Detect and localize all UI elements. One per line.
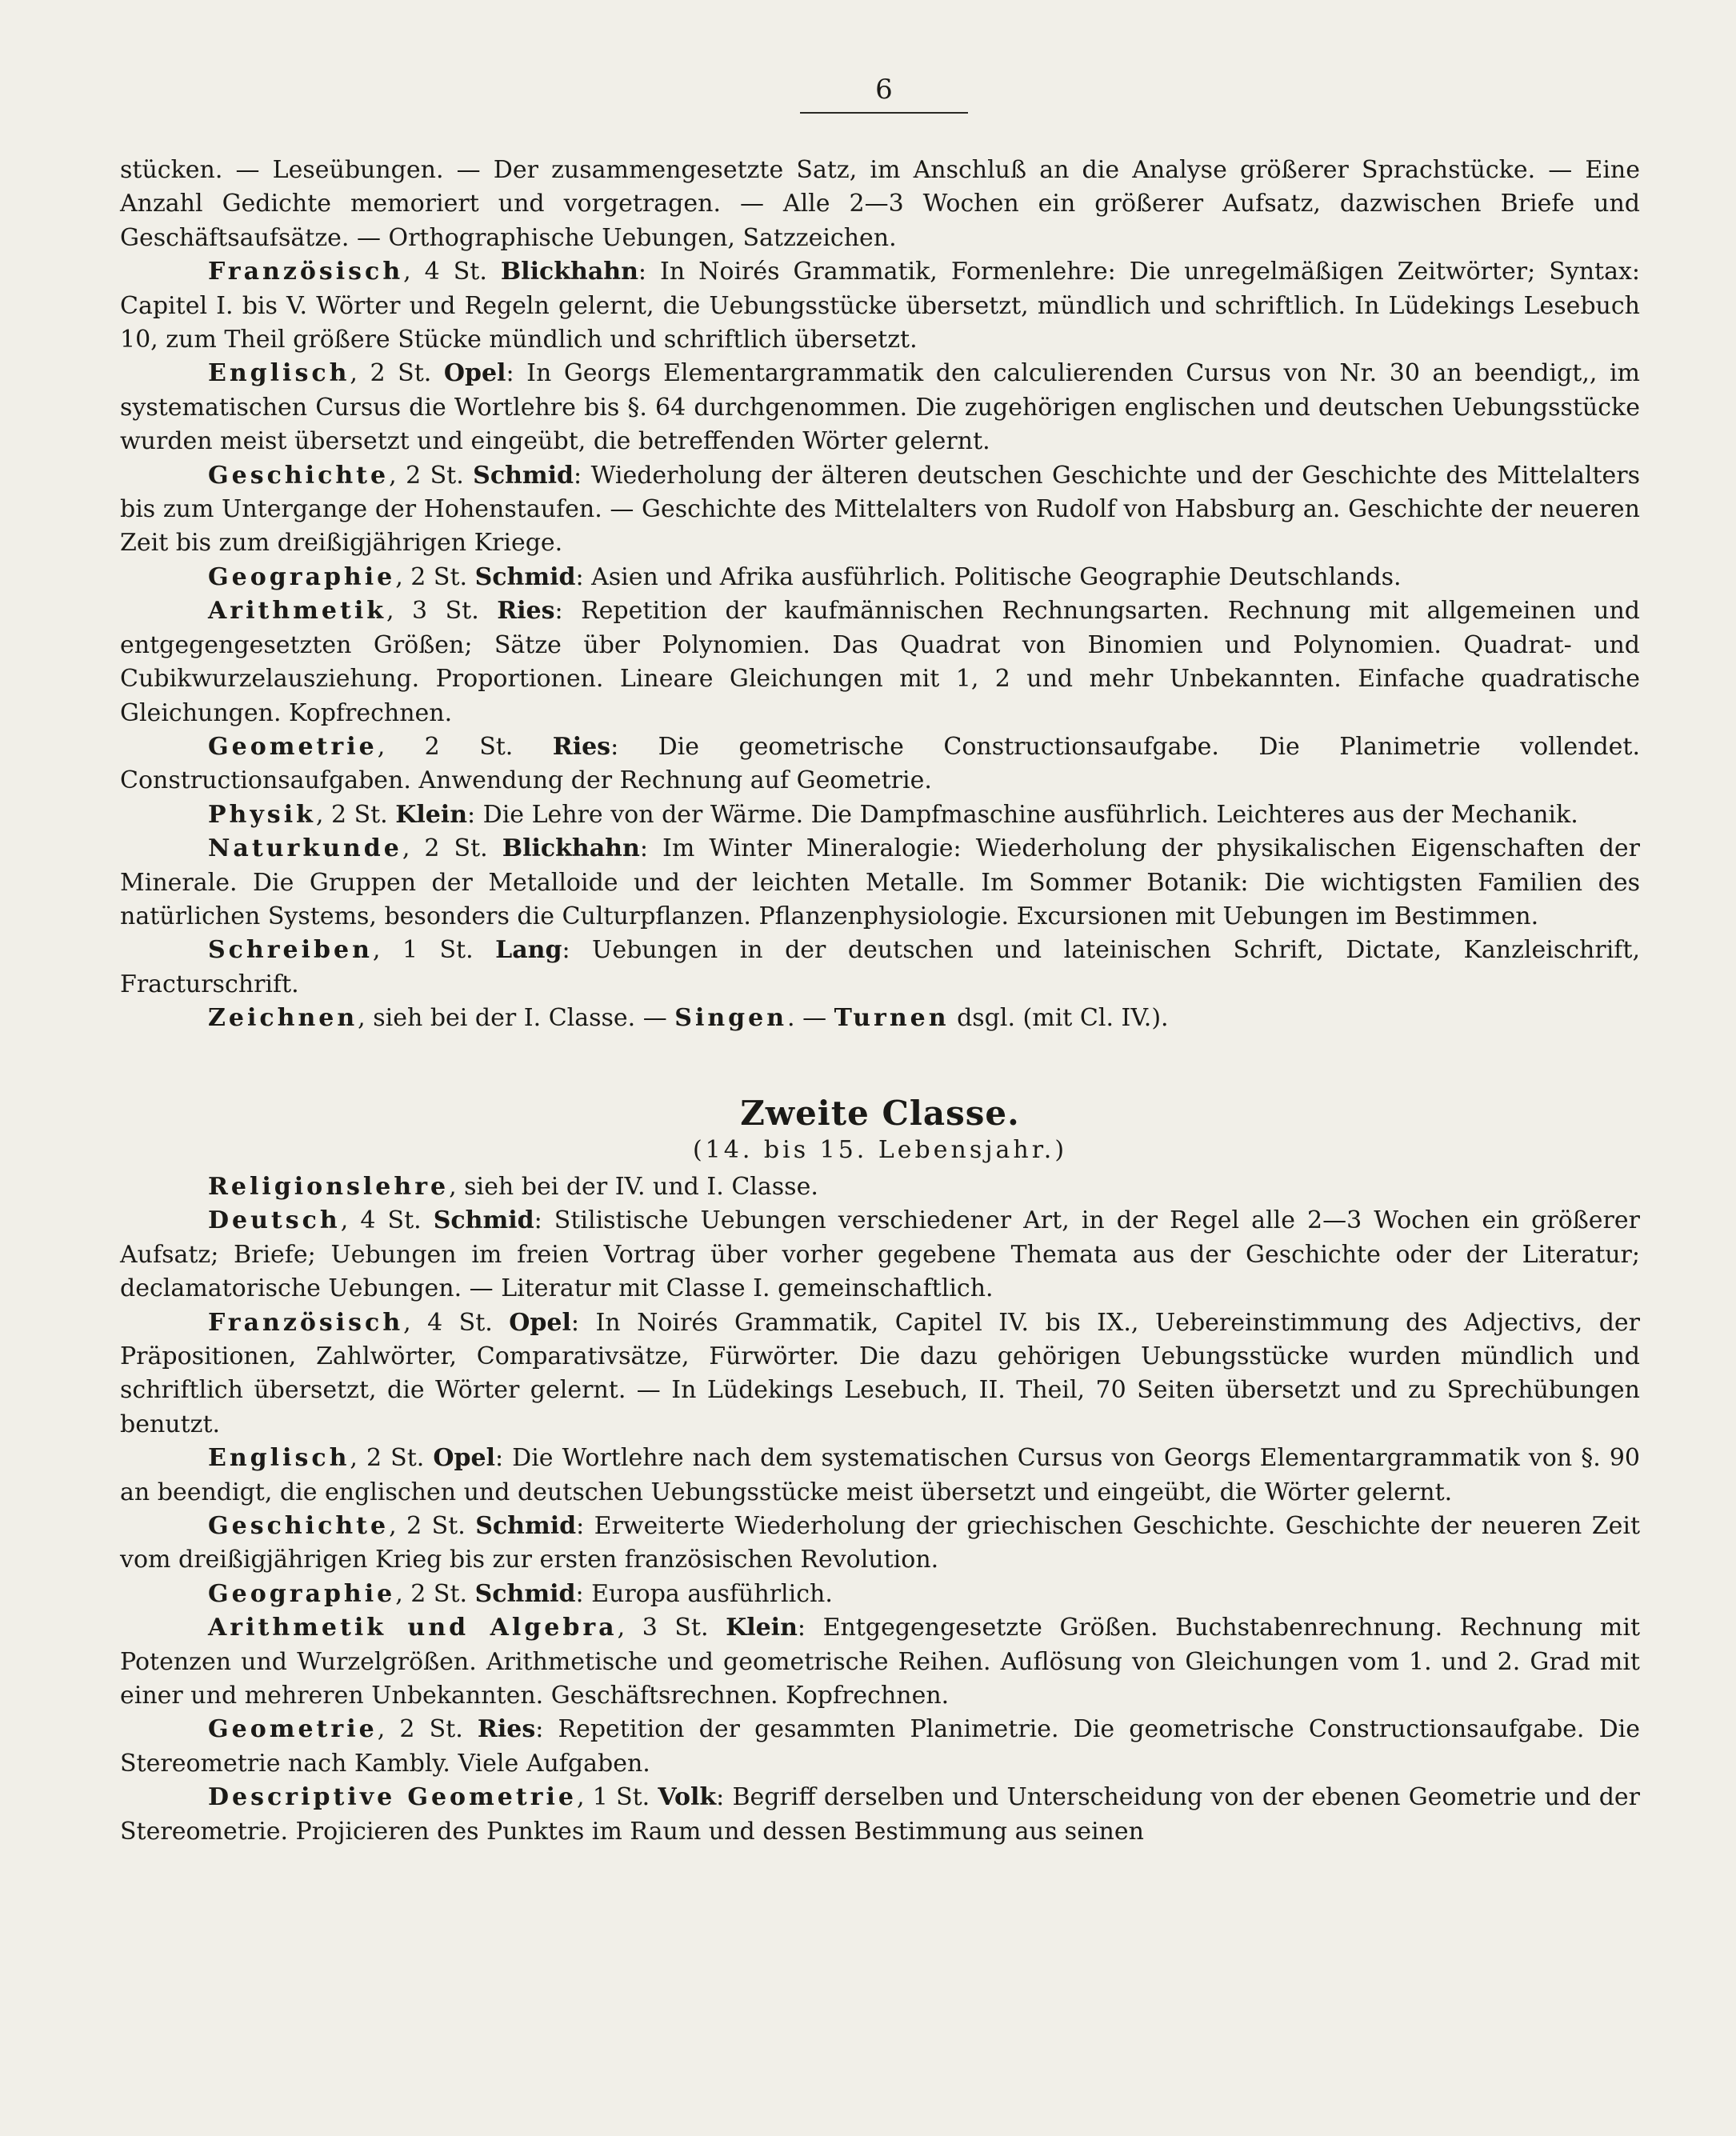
paragraph: Französisch, 4 St. Blickhahn: In Noirés Grammatik, Formenlehre: Die unregelmäßigen Zeitwörter; Syntax: Capitel I. bis V. Wörter und Regeln gelernt, die Uebungsstücke übersetzt, mündlich und schriftlich. In Lüdekings Lesebuch 10, zum Theil größere Stücke mündlich und schriftlich übersetzt.	[120, 258, 1640, 354]
section-heading: Zweite Classe.	[740, 1093, 1020, 1133]
paragraph: Zeichnen, sieh bei der I. Classe. — Singen. — Turnen dsgl. (mit Cl. IV.).	[208, 1004, 1169, 1033]
paragraph: Naturkunde, 2 St. Blickhahn: Im Winter Mineralogie: Wiederholung der physikalischen Eigenschaften der Minerale. Die Gruppen der Metalloide und der leichten Metalle. Im Sommer Botanik: Die wichtigsten Familien des natürlichen Systems, besonders die Culturpflanzen. Pflanzenphysiologie. Excursionen mit Uebungen im Bestimmen.	[120, 834, 1641, 930]
paragraph: Geographie, 2 St. Schmid: Asien und Afrika ausführlich. Politische Geographie Deutschlands.	[208, 562, 1402, 591]
paragraph: Geometrie, 2 St. Ries: Die geometrische Constructionsaufgabe. Die Planimetrie vollendet. Constructionsaufgaben. Anwendung der Rechnung auf Geometrie.	[120, 732, 1640, 795]
paragraph: stücken. — Leseübungen. — Der zusammengesetzte Satz, im Anschluß an die Analyse größerer Sprachstücke. — Eine Anzahl Gedichte memoriert und vorgetragen. — Alle 2—3 Wochen ein größerer Aufsatz, dazwischen Briefe und Geschäftsaufsätze. — Orthographische Uebungen, Satzzeichen.	[120, 156, 1640, 252]
section-age: (14. bis 15. Lebensjahr.)	[692, 1135, 1068, 1164]
paragraph: Religionslehre, sieh bei der IV. und I. Classe.	[208, 1172, 818, 1201]
paragraph: Geschichte, 2 St. Schmid: Wiederholung der älteren deutschen Geschichte und der Geschichte des Mittelalters bis zum Untergange der Hohenstaufen. — Geschichte des Mittelalters von Rudolf von Habsburg an. Geschichte der neueren Zeit bis zum dreißigjährigen Kriege.	[120, 461, 1641, 558]
page-number-rule	[800, 112, 968, 114]
paragraph: Deutsch, 4 St. Schmid: Stilistische Uebungen verschiedener Art, in der Regel alle 2—3 Wochen ein größerer Aufsatz; Briefe; Uebungen im freien Vortrag über vorher gegebene Themata aus der Geschichte oder der Literatur; declamatorische Uebungen. — Literatur mit Classe I. gemeinschaftlich.	[120, 1206, 1640, 1303]
page-body	[120, 154, 1640, 1849]
page-number: 6	[875, 74, 893, 106]
paragraph: Arithmetik und Algebra, 3 St. Klein: Entgegengesetzte Größen. Buchstabenrechnung. Rechnung mit Potenzen und Wurzelgrößen. Arithmetische und geometrische Reihen. Auflösung von Gleichungen vom 1. und 2. Grad mit einer und mehreren Unbekannten. Geschäftsrechnen. Kopfrechnen.	[120, 1614, 1641, 1710]
paragraph: Französisch, 4 St. Opel: In Noirés Grammatik, Capitel IV. bis IX., Uebereinstimmung des Adjectivs, der Präpositionen, Zahlwörter, Comparativsätze, Fürwörter. Die dazu gehörigen Uebungsstücke wurden mündlich und schriftlich übersetzt, die Wörter gelernt. — In Lüdekings Lesebuch, II. Theil, 70 Seiten übersetzt und zu Sprechübungen benutzt.	[120, 1308, 1641, 1438]
paragraph: Geschichte, 2 St. Schmid: Erweiterte Wiederholung der griechischen Geschichte. Geschichte der neueren Zeit vom dreißigjährigen Krieg bis zur ersten französischen Revolution.	[120, 1512, 1641, 1574]
paragraph: Arithmetik, 3 St. Ries: Repetition der kaufmännischen Rechnungsarten. Rechnung mit allgemeinen und entgegengesetzten Größen; Sätze über Polynomien. Das Quadrat von Binomien und Polynomien. Quadrat- und Cubikwurzelausziehung. Proportionen. Lineare Gleichungen mit 1, 2 und mehr Unbekannten. Einfache quadratische Gleichungen. Kopfrechnen.	[120, 597, 1641, 727]
paragraph: Englisch, 2 St. Opel: Die Wortlehre nach dem systematischen Cursus von Georgs Elementargrammatik von §. 90 an beendigt, die englischen und deutschen Uebungsstücke meist übersetzt und eingeübt, die Wörter gelernt.	[120, 1444, 1640, 1506]
paragraph: Geographie, 2 St. Schmid: Europa ausführlich.	[208, 1579, 833, 1608]
paragraph: Physik, 2 St. Klein: Die Lehre von der Wärme. Die Dampfmaschine ausführlich. Leichteres aus der Mechanik.	[208, 800, 1578, 829]
paragraph: Englisch, 2 St. Opel: In Georgs Elementargrammatik den calculierenden Cursus von Nr. 30 an beendigt,, im systematischen Cursus die Wortlehre bis §. 64 durchgenommen. Die zugehörigen englischen und deutschen Uebungsstücke wurden meist übersetzt und eingeübt, die betreffenden Wörter gelernt.	[120, 359, 1641, 456]
paragraph: Schreiben, 1 St. Lang: Uebungen in der deutschen und lateinischen Schrift, Dictate, Kanzleischrift, Fracturschrift.	[120, 936, 1641, 998]
paragraph: Descriptive Geometrie, 1 St. Volk: Begriff derselben und Unterscheidung von der ebenen Geometrie und der Stereometrie. Projicieren des Punktes im Raum und dessen Bestimmung aus seinen	[120, 1783, 1640, 1846]
paragraph: Geometrie, 2 St. Ries: Repetition der gesammten Planimetrie. Die geometrische Constructionsaufgabe. Die Stereometrie nach Kambly. Viele Aufgaben.	[120, 1715, 1641, 1778]
